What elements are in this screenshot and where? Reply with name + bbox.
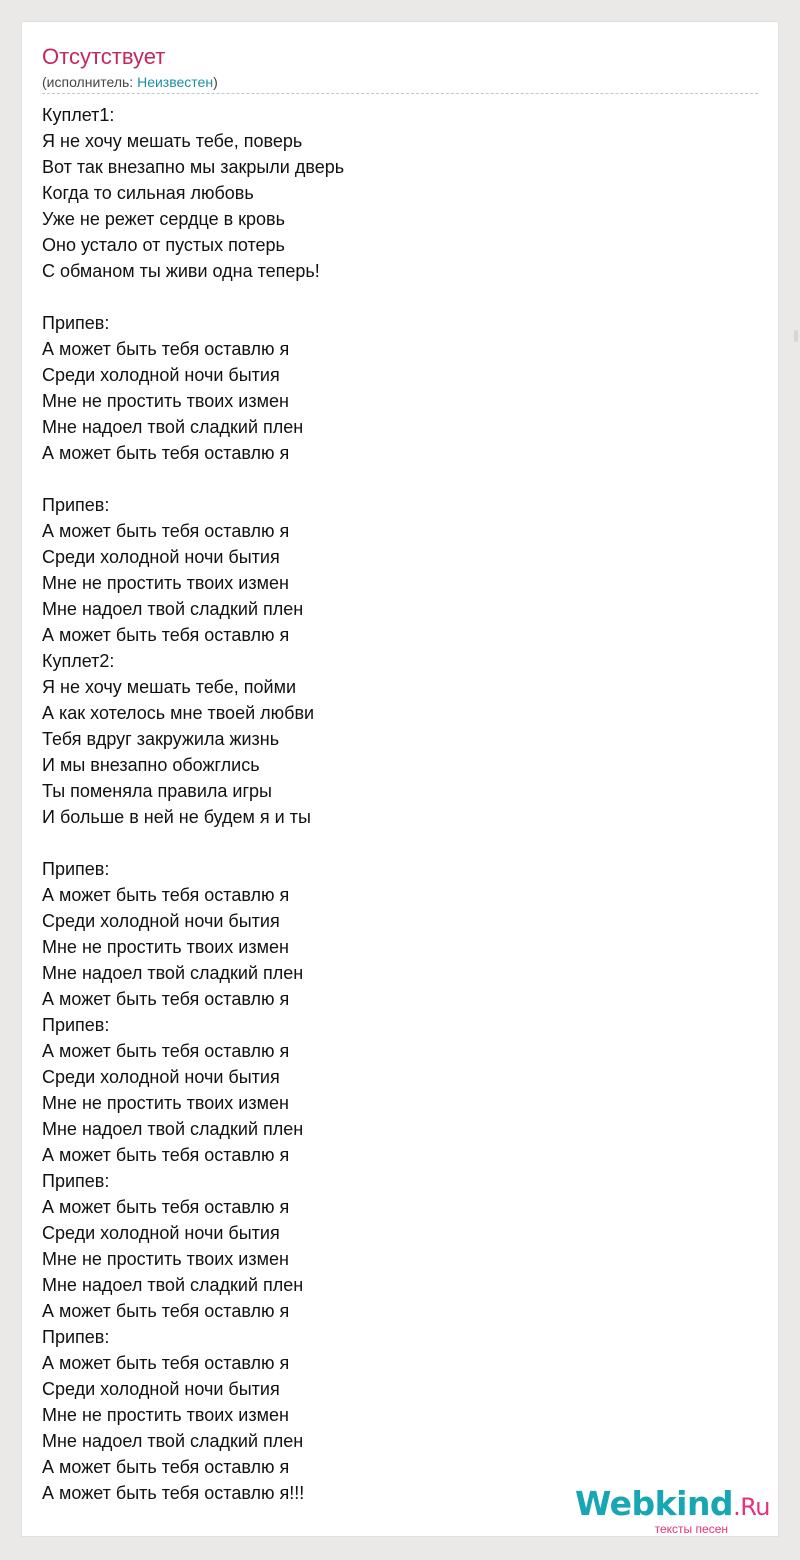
song-title: Отсутствует: [42, 44, 166, 69]
logo-tagline: тексты песен: [654, 1522, 728, 1536]
lyric-line: А может быть тебя оставлю я: [42, 1301, 290, 1321]
site-watermark: [574, 1484, 770, 1536]
lyric-line: Мне не простить твоих измен: [42, 937, 289, 957]
lyric-line: Среди холодной ночи бытия: [42, 547, 280, 567]
lyric-line: А может быть тебя оставлю я: [42, 1457, 290, 1477]
lyric-line: А может быть тебя оставлю я: [42, 1041, 290, 1061]
lyric-line: А может быть тебя оставлю я: [42, 1145, 290, 1165]
logo-brand: Webkind: [574, 1484, 734, 1523]
scrollbar-mark[interactable]: [794, 330, 798, 342]
lyric-line: А может быть тебя оставлю я: [42, 339, 290, 359]
lyric-line: А может быть тебя оставлю я: [42, 885, 290, 905]
lyric-line: Среди холодной ночи бытия: [42, 1067, 280, 1087]
lyric-line: Припев:: [42, 1015, 110, 1035]
lyric-blank-line: [42, 284, 742, 310]
lyric-line: Мне не простить твоих измен: [42, 573, 289, 593]
lyric-line: Припев:: [42, 859, 110, 879]
lyric-line: Тебя вдруг закружила жизнь: [42, 729, 280, 749]
lyric-line: И мы внезапно обожглись: [42, 755, 260, 775]
title-divider: [42, 93, 758, 94]
lyric-line: Когда то сильная любовь: [42, 183, 254, 203]
lyric-line: Мне не простить твоих измен: [42, 1093, 289, 1113]
lyric-line: И больше в ней не будем я и ты: [42, 807, 311, 827]
lyric-line: А может быть тебя оставлю я: [42, 1353, 290, 1373]
lyric-line: Куплет2:: [42, 651, 115, 671]
lyric-line: Мне надоел твой сладкий плен: [42, 1275, 304, 1295]
lyric-line: А может быть тебя оставлю я: [42, 521, 290, 541]
lyric-line: Я не хочу мешать тебе, пойми: [42, 677, 297, 697]
artist-suffix: ): [213, 74, 218, 90]
lyric-line: Мне надоел твой сладкий плен: [42, 1119, 304, 1139]
lyric-line: А может быть тебя оставлю я: [42, 443, 290, 463]
webkind-logo: [574, 1484, 770, 1536]
lyric-blank-line: [42, 466, 742, 492]
lyric-line: Мне надоел твой сладкий плен: [42, 599, 304, 619]
lyric-line: Мне надоел твой сладкий плен: [42, 417, 304, 437]
artist-link[interactable]: Неизвестен: [137, 74, 214, 90]
logo-tld: .Ru: [733, 1493, 770, 1521]
lyric-line: Я не хочу мешать тебе, поверь: [42, 131, 303, 151]
lyric-blank-line: [42, 830, 742, 856]
lyric-line: А может быть тебя оставлю я!!!: [42, 1483, 305, 1503]
lyric-line: Среди холодной ночи бытия: [42, 1223, 280, 1243]
lyric-line: А может быть тебя оставлю я: [42, 1197, 290, 1217]
lyric-line: Мне не простить твоих измен: [42, 1405, 289, 1425]
lyric-line: Припев:: [42, 1171, 110, 1191]
lyric-line: Мне надоел твой сладкий плен: [42, 963, 304, 983]
lyric-line: Припев:: [42, 313, 110, 333]
lyric-line: Мне не простить твоих измен: [42, 1249, 289, 1269]
lyrics-text: [42, 102, 742, 1506]
lyric-line: Уже не режет сердце в кровь: [42, 209, 285, 229]
lyric-line: Среди холодной ночи бытия: [42, 911, 280, 931]
lyric-line: Оно устало от пустых потерь: [42, 235, 285, 255]
lyric-line: Среди холодной ночи бытия: [42, 1379, 280, 1399]
lyrics-card: [22, 22, 778, 1536]
lyric-line: Мне надоел твой сладкий плен: [42, 1431, 304, 1451]
lyric-line: Мне не простить твоих измен: [42, 391, 289, 411]
lyric-line: А как хотелось мне твоей любви: [42, 703, 315, 723]
lyric-line: А может быть тебя оставлю я: [42, 989, 290, 1009]
artist-line: [42, 74, 218, 90]
lyric-line: Куплет1:: [42, 105, 115, 125]
lyric-line: С обманом ты живи одна теперь!: [42, 261, 320, 281]
lyric-line: Припев:: [42, 1327, 110, 1347]
lyric-line: Среди холодной ночи бытия: [42, 365, 280, 385]
lyric-line: Припев:: [42, 495, 110, 515]
lyric-line: А может быть тебя оставлю я: [42, 625, 290, 645]
lyric-line: Ты поменяла правила игры: [42, 781, 272, 801]
lyric-line: Вот так внезапно мы закрыли дверь: [42, 157, 345, 177]
artist-prefix: (исполнитель:: [42, 74, 138, 90]
